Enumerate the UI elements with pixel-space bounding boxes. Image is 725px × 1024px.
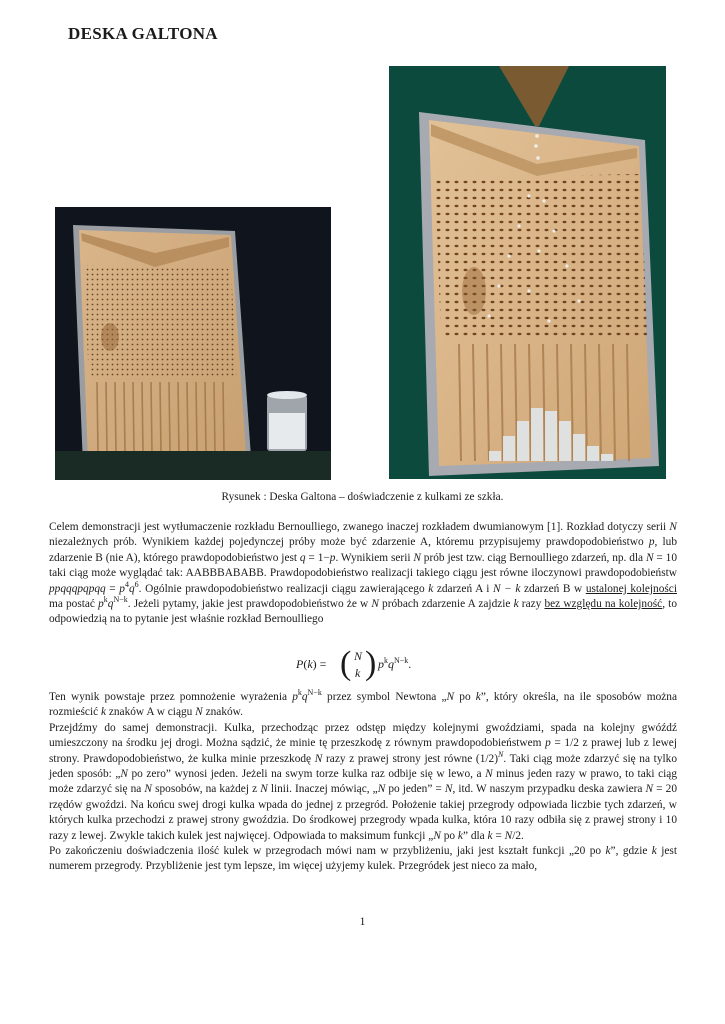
paragraph-conclusion: Po zakończeniu doświadczenia ilość kulek w przegrodach mówi nam w przybliżeniu, jaki jest kształt funkcji „20 po k”, gdzie k jest numerem przegrody. Przybliżenie jest tym lepsze, im więcej użyjemy kulek. Przegródek jest nieco za mało, — [49, 845, 677, 873]
underlined-phrase: ustalonej kolejności — [585, 582, 677, 595]
galton-board-photo-right — [389, 66, 666, 479]
figure-caption: Rysunek : Deska Galtona – doświadczenie z kulkami ze szkła. — [221, 491, 504, 503]
galton-board-photo-left — [55, 207, 331, 480]
paragraph-newton: Ten wynik powstaje przez pomnożenie wyrażenia $p^kq^{N-k}$ przez symbol Newtona „N po k”, który określa, na ile sposobów można rozmieścić k znaków A w ciągu N znaków. — [49, 688, 677, 719]
page-number: 1 — [359, 916, 366, 928]
binomial-coefficient: ( N k ) — [340, 645, 377, 682]
body-text — [49, 690, 677, 875]
paragraph-demonstration: Przejdźmy do samej demonstracji. Kulka, przechodząc przez odstęp między kolejnymi gwoździami, spada na kolejny gwóźdź umieszczony na środku jej drogi. Można sądzić, że minie tę przeszkodę z równym prawdopodobieństwem p = 1/2 z prawej lub z lewej strony. Prawdopodobieństwo, że kulka minie przeszkodę N razy z prawej strony jest równe $(1/2)^N$. Taki ciąg może zdarzyć się na tylko jeden sposób: „N po zero” wynosi jeden. Jeżeli na swym torze kulka raz odbije się w lewo, a N minus jeden razy w prawo, to taki ciąg może zdarzyć się na N sposobów, na każdej z N linii. Inaczej mówiąc, „N po jeden” = N, itd. W naszym przypadku deska zawiera N = 20 rzędów gwoździ. Na końcu swej drogi kulka wpada do jednej z przegród. Położenie takiej przegrody odpowiada liczbie tych zdarzeń, w których kulka przechodzi z prawej strony gwoździa. Do środkowej przegrody wpada kulka, która 10 razy odbiła się z prawej strony i 10 razy z lewej. Zwykle takich kulek jest najwięcej. Odpowiada to maksimum funkcji „N po k” dla k = N/2. — [49, 721, 678, 842]
bernoulli-formula: P(k) = ( N k ) $p^kq^{N-k}$. — [296, 645, 412, 682]
document-title: DESKA GALTONA — [68, 24, 218, 43]
paragraph-intro: Celem demonstracji jest wytłumaczenie rozkładu Bernoulliego, zwanego inaczej rozkładem dwumianowym [1]. Rozkład dotyczy serii N niezależnych prób. Wynikiem każdej pojedynczej próby może być zdarzenie A, któremu przypisujemy prawdopodobieństwo p, lub zdarzenie B (nie A), którego prawdopodobieństwo jest q = 1−p. Wynikiem serii N prób jest tzw. ciąg Bernoulliego zdarzeń, np. dla N = 10 taki ciąg może wyglądać tak: AABBBABABB. Prawdopodobieństwo realizacji takiego ciągu jest równe iloczynowi prawdopodobieństw ppqqqpqpqq = $p^4q^6$. Ogólnie prawdopodobieństwo realizacji ciągu zawierającego k zdarzeń A i N − k zdarzeń B w ustalonej kolejności ma postać $p^kq^{N-k}$. Jeżeli pytamy, jakie jest prawdopodobieństwo że w N próbach zdarzenie A zajdzie k razy bez względu na kolejność, to odpowiedzią na to pytanie jest właśnie rozkład Bernoulliego — [49, 521, 677, 626]
underlined-phrase: bez względu na kolejność — [544, 598, 663, 611]
